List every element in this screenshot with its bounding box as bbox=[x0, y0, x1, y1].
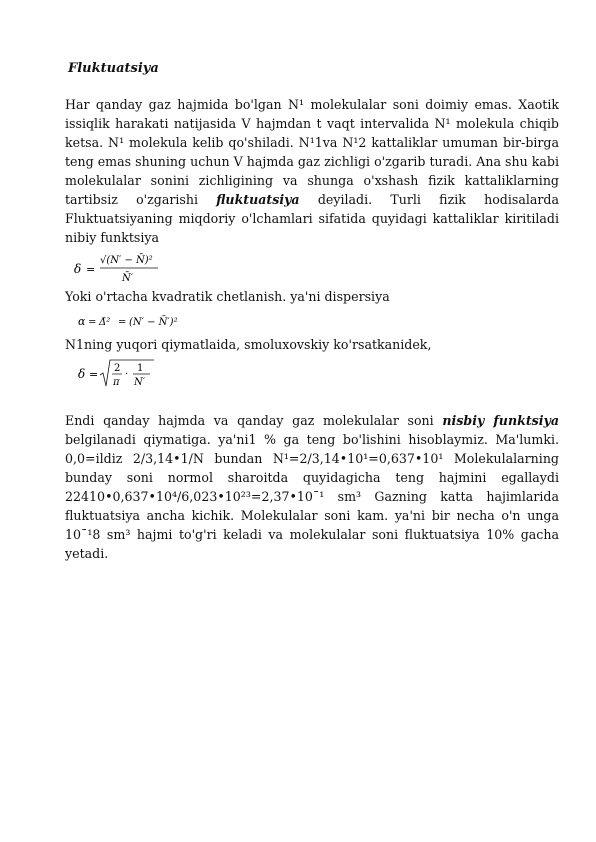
formula2-eq2: = bbox=[118, 317, 127, 328]
paragraph-intro bbox=[65, 95, 559, 247]
formula-smoluchowski bbox=[78, 358, 168, 390]
formula1-lhs: δ bbox=[74, 262, 82, 276]
formula-smoluchowski-graphic bbox=[78, 358, 168, 390]
formula3-a-den: π bbox=[113, 377, 120, 388]
calc-text-end: belgilanadi qiymatiga. ya'ni1 % ga teng bo'lishini hisoblaymiz. Ma'lumki. 0,0=ildiz 2/3,14•1/N bundan N¹=2/3,14•10¹=0,637•10¹ Molekulalarning bunday soni normol sharoitda quyidagicha teng hajmini egallaydi 22410•0,637•10⁴/6,023•10²³=2,37•10¯¹ sm³ Gazning katta hajimlarida fluktuatsiya ancha kichik. Molekulalar soni kam. ya'ni bir necha o'n unga 10¯¹8 sm³ hajmi to'g'ri keladi va molekulalar soni fluktuatsiya 10% gacha yetadi. bbox=[65, 432, 559, 561]
formula-dispersion bbox=[78, 310, 198, 332]
calc-text-start: Endi qanday hajmda va qanday gaz molekulalar soni bbox=[65, 413, 443, 428]
formula1-numerator: √(N′ − N̄)² bbox=[100, 255, 153, 266]
page-title: Fluktuatsiya bbox=[68, 61, 159, 76]
formula3-a-num: 2 bbox=[114, 363, 121, 374]
formula3-b-den: N′ bbox=[134, 377, 146, 388]
formula2-mid: Δ̄² bbox=[99, 317, 111, 328]
formula3-b-num: 1 bbox=[137, 363, 144, 374]
term-nisbiy-funktsiya: nisbiy funktsiya bbox=[442, 413, 559, 428]
intro-text-end: deyiladi. Turli fizik hodisalarda Fluktuatsiyaning miqdoriy o'lchamlari sifatida quyidagi kattaliklar kiritiladi nibiy funktsiya bbox=[65, 192, 559, 245]
formula1-eq: = bbox=[86, 263, 96, 276]
formula-dispersion-graphic bbox=[78, 310, 198, 332]
formula-relative-function bbox=[72, 250, 172, 286]
formula3-lhs: δ bbox=[78, 367, 86, 381]
formula3-eq: = bbox=[89, 368, 99, 381]
term-fluktuatsiya: fluktuatsiya bbox=[216, 192, 300, 207]
intro-text: Har qanday gaz hajmida bo'lgan N¹ molekulalar soni doimiy emas. Xaotik issiqlik harakati natijasida V hajmdan t vaqt intervalida N¹ molekula chiqib ketsa. N¹ molekula kelib qo'shiladi. N¹1va N¹2 kattaliklar umuman bir-birga teng emas shuning uchun V hajmda gaz zichligi o'zgarib turadi. Ana shu kabi molekulalar sonini zichligining va shunga o'xshash fizik kattaliklarning tartibsiz o'zgarishi bbox=[65, 97, 559, 207]
formula3-dot: · bbox=[125, 369, 129, 380]
paragraph-dispersion: Yoki o'rtacha kvadratik chetlanish. ya'ni dispersiya bbox=[65, 289, 390, 304]
paragraph-smoluchowski: N1ning yuqori qiymatlaida, smoluxovskiy ko'rsatkanidek, bbox=[65, 337, 432, 352]
formula1-denominator: N̄′ bbox=[122, 273, 134, 284]
formula-relative-function-graphic bbox=[72, 250, 172, 286]
formula2-rhs: (N′ − N̄′)² bbox=[129, 317, 178, 328]
formula2-lhs: α bbox=[78, 315, 86, 328]
paragraph-calculation bbox=[65, 411, 559, 563]
formula2-eq: = bbox=[88, 317, 97, 328]
